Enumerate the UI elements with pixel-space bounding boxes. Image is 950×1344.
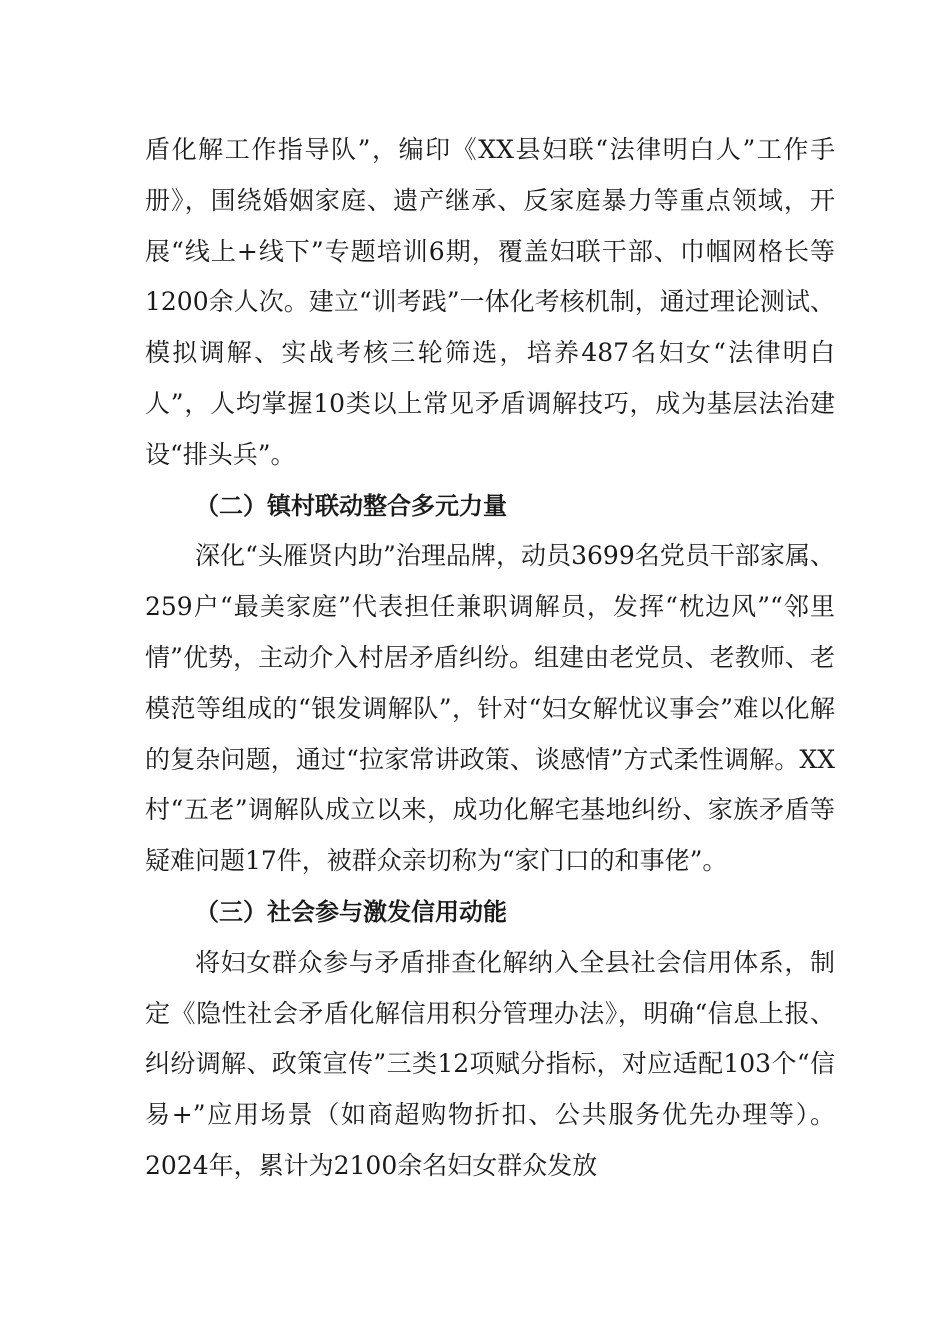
- paragraph-social-participation: 将妇女群众参与矛盾排查化解纳入全县社会信用体系，制定《隐性社会矛盾化解信用积分管理办法》，明确“信息上报、纠纷调解、政策宣传”三类12项赋分指标，对应适配103个“信易+”应用场景（如商超购物折扣、公共服务优先办理等）。2024年，累计为2100余名妇女群众发放: [145, 947, 835, 1180]
- heading-town-village-linkage: （二）镇村联动整合多元力量: [195, 491, 507, 520]
- heading-social-participation: （三）社会参与激发信用动能: [195, 897, 507, 926]
- paragraph-town-village-linkage: 深化“头雁贤内助”治理品牌，动员3699名党员干部家属、259户“最美家庭”代表担任兼职调解员，发挥“枕边风”“邻里情”优势，主动介入村居矛盾纠纷。组建由老党员、老教师、老模范等组成的“银发调解队”，针对“妇女解忧议事会”难以化解的复杂问题，通过“拉家常讲政策、谈感情”方式柔性调解。XX村“五老”调解队成立以来，成功化解宅基地纠纷、家族矛盾等疑难问题17件，被群众亲切称为“家门口的和事佬”。: [145, 541, 835, 876]
- document-body: [145, 125, 835, 1192]
- paragraph-legal-training: 盾化解工作指导队”，编印《XX县妇联“法律明白人”工作手册》，围绕婚姻家庭、遗产继承、反家庭暴力等重点领域，开展“线上+线下”专题培训6期，覆盖妇联干部、巾帼网格长等1200余人次。建立“训考践”一体化考核机制，通过理论测试、模拟调解、实战考核三轮筛选，培养487名妇女“法律明白人”，人均掌握10类以上常见矛盾调解技巧，成为基层法治建设“排头兵”。: [145, 135, 835, 469]
